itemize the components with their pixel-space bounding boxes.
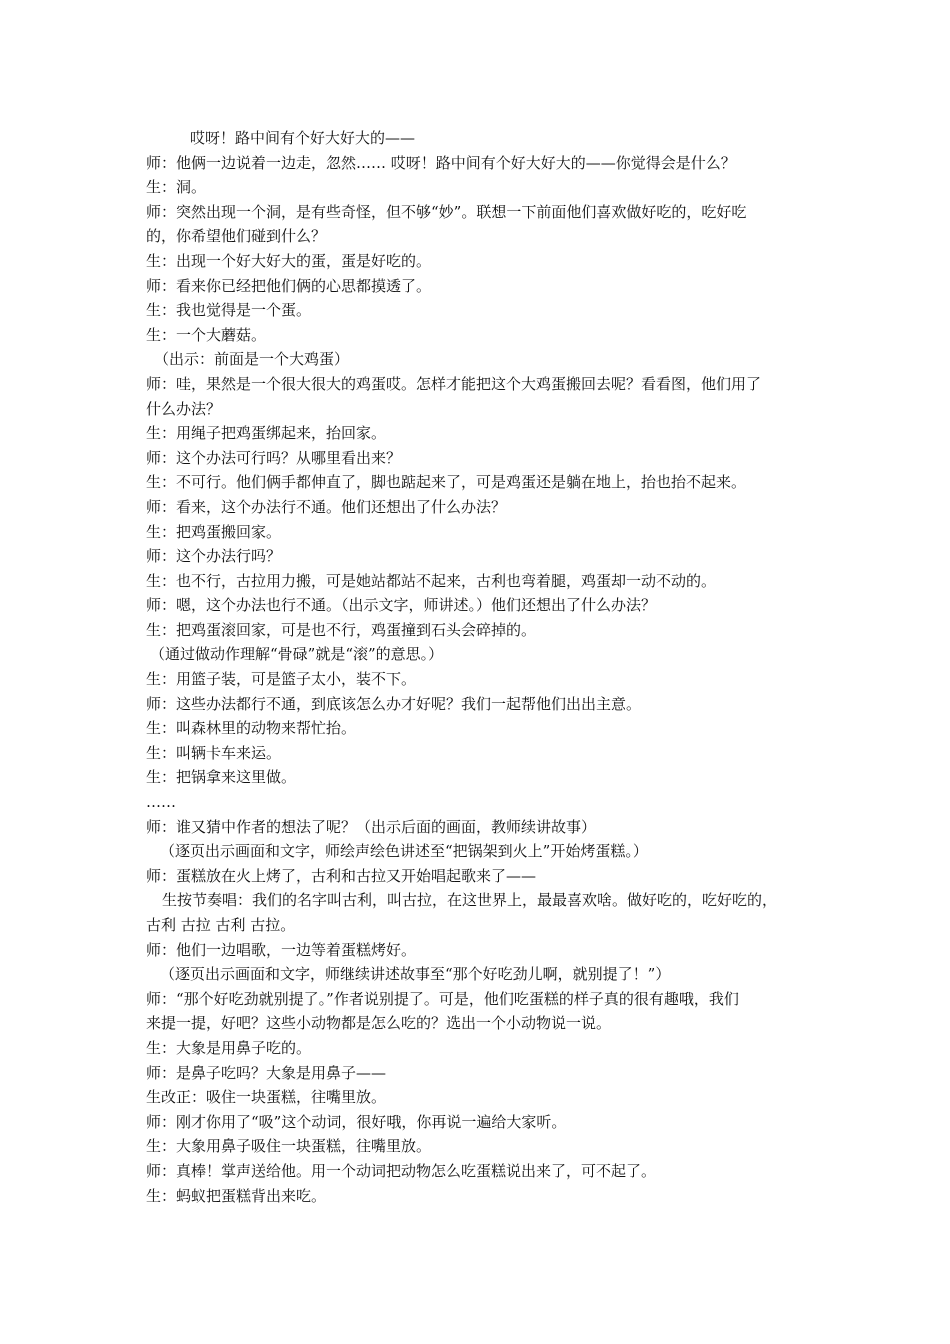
dialogue-line: 生：一个大蘑菇。 <box>146 325 267 344</box>
dialogue-line: 师：这个办法行吗？ <box>146 547 282 566</box>
dialogue-line: 生：也不行，古拉用力搬，可是她站都站不起来，古利也弯着腿，鸡蛋却一动不动的。 <box>146 571 717 590</box>
dialogue-line: 来提一提，好吧？这些小动物都是怎么吃的？选出一个小动物说一说。 <box>146 1014 612 1033</box>
dialogue-line: 师：刚才你用了“吸”这个动词，很好哦，你再说一遍给大家听。 <box>146 1112 567 1131</box>
dialogue-line: 什么办法？ <box>146 399 222 418</box>
dialogue-line: （出示：前面是一个大鸡蛋） <box>154 350 350 369</box>
dialogue-line: 师：突然出现一个洞，是有些奇怪，但不够“妙”。联想一下前面他们喜欢做好吃的，吃好吃 <box>146 202 747 221</box>
dialogue-line: 师：他俩一边说着一边走，忽然…… 哎呀！路中间有个好大好大的——你觉得会是什么？ <box>146 153 736 172</box>
dialogue-line: 生：大象是用鼻子吃的。 <box>146 1038 312 1057</box>
dialogue-line: 生：用篮子装，可是篮子太小，装不下。 <box>146 670 417 689</box>
section-heading: 哎呀！路中间有个好大好大的—— <box>190 129 416 147</box>
dialogue-line: …… <box>146 793 176 812</box>
dialogue-line: （逐页出示画面和文字，师绘声绘色讲述至“把锅架到火上”开始烤蛋糕。） <box>160 842 648 861</box>
dialogue-line: 生：大象用鼻子吸住一块蛋糕，往嘴里放。 <box>146 1137 432 1156</box>
dialogue-line: 生改正：吸住一块蛋糕，往嘴里放。 <box>146 1088 387 1107</box>
dialogue-line: 生：把鸡蛋搬回家。 <box>146 522 282 541</box>
dialogue-line: 生按节奏唱：我们的名字叫古利，叫古拉，在这世界上，最最喜欢啥。做好吃的，吃好吃的， <box>162 891 778 910</box>
dialogue-line: 生：叫森林里的动物来帮忙抬。 <box>146 719 357 738</box>
dialogue-line: 的，你希望他们碰到什么？ <box>146 227 327 246</box>
dialogue-line: 师：蛋糕放在火上烤了，古利和古拉又开始唱起歌来了—— <box>146 866 537 885</box>
dialogue-line: 师：“那个好吃劲就别提了。”作者说别提了。可是，他们吃蛋糕的样子真的很有趣哦，我们 <box>146 989 739 1008</box>
dialogue-line: 师：这个办法可行吗？从哪里看出来？ <box>146 448 402 467</box>
dialogue-line: 生：不可行。他们俩手都伸直了，脚也踮起来了，可是鸡蛋还是躺在地上，抬也抬不起来。 <box>146 473 747 492</box>
dialogue-line: 师：看来，这个办法行不通。他们还想出了什么办法？ <box>146 497 507 516</box>
dialogue-line: 师：看来你已经把他们俩的心思都摸透了。 <box>146 276 432 295</box>
dialogue-line: （通过做动作理解“骨碌”就是“滚”的意思。） <box>150 645 444 664</box>
dialogue-line: 师：真棒！掌声送给他。用一个动词把动物怎么吃蛋糕说出来了，可不起了。 <box>146 1161 657 1180</box>
document-body <box>146 126 814 1208</box>
dialogue-line: 生：把锅拿来这里做。 <box>146 768 297 787</box>
dialogue-line: 师：他们一边唱歌，一边等着蛋糕烤好。 <box>146 940 417 959</box>
dialogue-line: 生：叫辆卡车来运。 <box>146 743 282 762</box>
dialogue-line: 生：用绳子把鸡蛋绑起来，抬回家。 <box>146 424 387 443</box>
dialogue-line: 生：洞。 <box>146 178 207 197</box>
dialogue-line: 师：谁又猜中作者的想法了呢？（出示后面的画面，教师续讲故事） <box>146 817 597 836</box>
dialogue-line: 生：把鸡蛋滚回家，可是也不行，鸡蛋撞到石头会碎掉的。 <box>146 620 537 639</box>
dialogue-line: （逐页出示画面和文字，师继续讲述故事至“那个好吃劲儿啊，就别提了！”） <box>160 965 671 984</box>
dialogue-line: 生：蚂蚁把蛋糕背出来吃。 <box>146 1186 327 1205</box>
dialogue-line: 古利 古拉 古利 古拉。 <box>146 916 296 934</box>
dialogue-line: 生：出现一个好大好大的蛋，蛋是好吃的。 <box>146 251 432 270</box>
dialogue-line: 师：这些办法都行不通，到底该怎么办才好呢？我们一起帮他们出出主意。 <box>146 694 642 713</box>
dialogue-line: 师：是鼻子吃吗？大象是用鼻子—— <box>146 1063 387 1082</box>
dialogue-line: 师：嗯，这个办法也行不通。（出示文字，师讲述。）他们还想出了什么办法？ <box>146 596 657 615</box>
dialogue-line: 师：哇，果然是一个很大很大的鸡蛋哎。怎样才能把这个大鸡蛋搬回去呢？看看图，他们用了 <box>146 374 762 393</box>
dialogue-line: 生：我也觉得是一个蛋。 <box>146 301 312 320</box>
